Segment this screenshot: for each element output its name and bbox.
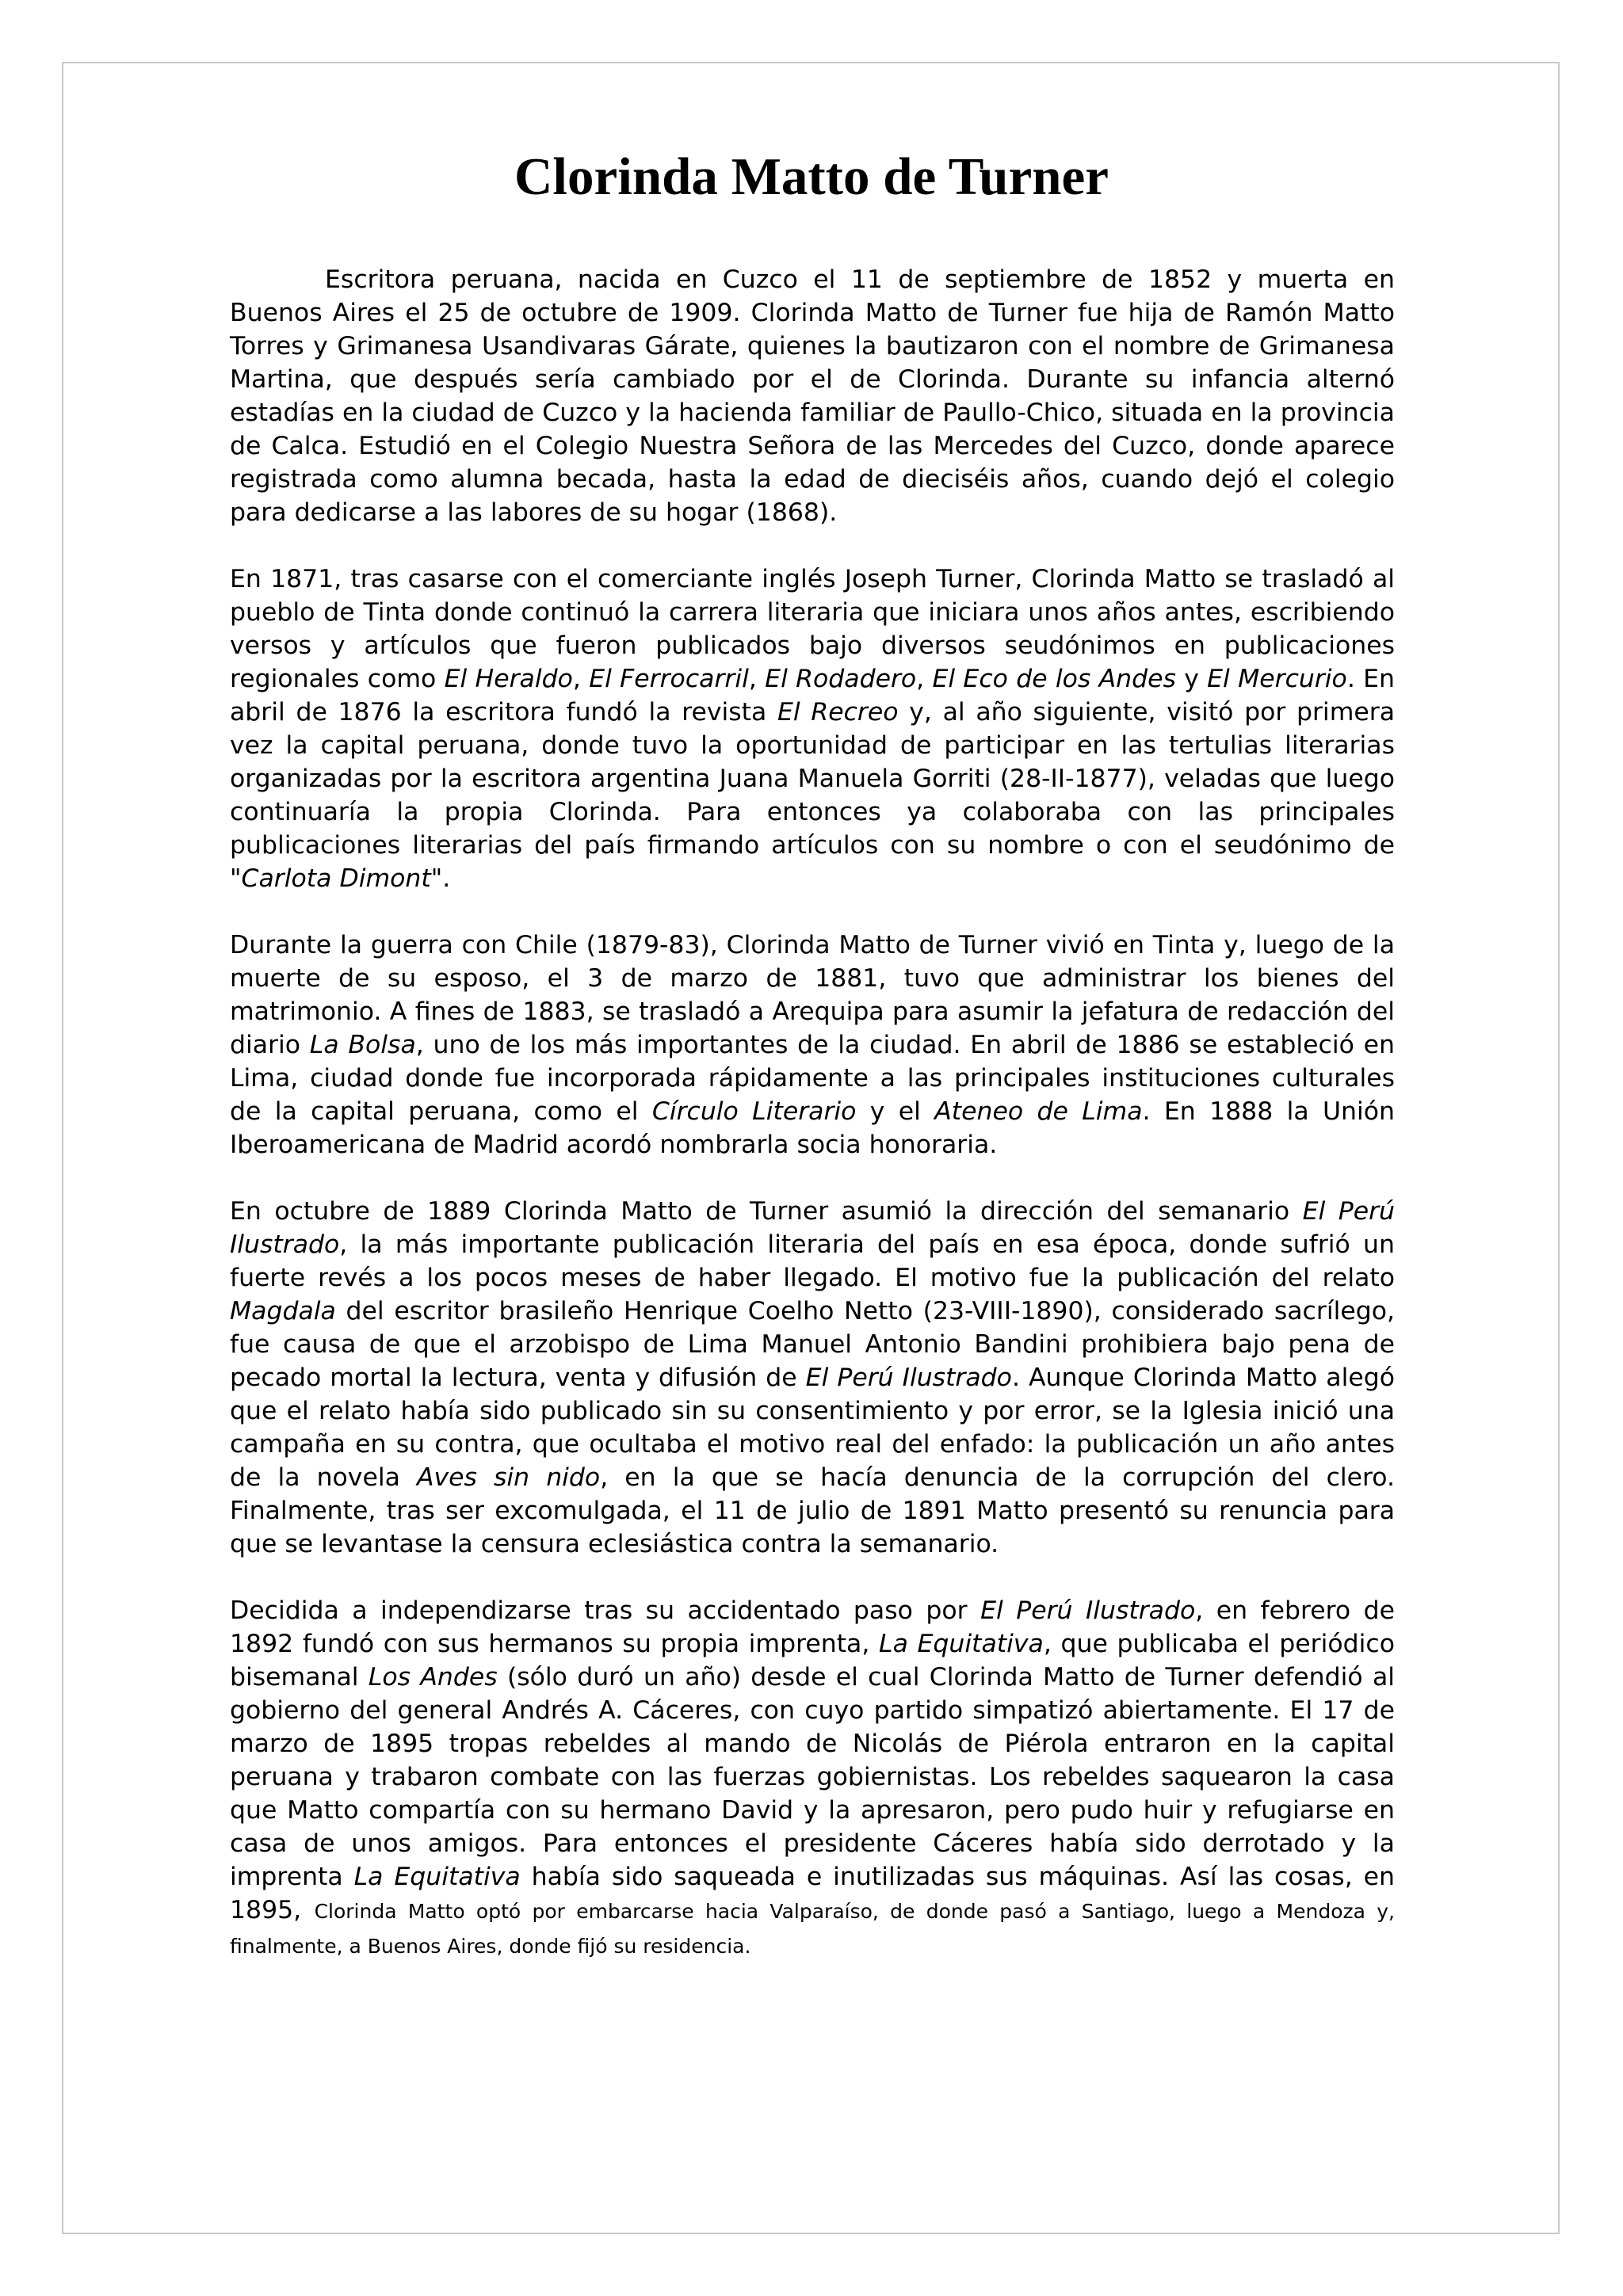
paragraph-5 bbox=[230, 1594, 1395, 1963]
text-span: y bbox=[1175, 665, 1208, 693]
document-title: Clorinda Matto de Turner bbox=[514, 147, 1109, 206]
text-span: , que publicaba el periódico bisemanal bbox=[230, 1630, 1395, 1691]
small-text-span: Clorinda Matto optó por embarcarse hacia Valparaíso, de donde pasó a Santiago, luego a Mendoza y, finalmente, a Buenos Aires, donde fijó su residencia. bbox=[230, 1900, 1395, 1958]
publication-title: El Ferrocarril bbox=[589, 665, 749, 693]
publication-title: El Rodadero bbox=[765, 665, 917, 693]
paragraph-2 bbox=[230, 563, 1395, 895]
text-span: (sólo duró un año) desde el cual Clorinda Matto de Turner defendió al gobierno del general Andrés A. Cáceres, con cuyo partido simpatizó abiertamente. El 17 de marzo de 1895 tropas rebeldes al mando de Nicolás de Piérola entraron en la capital peruana y trabaron combate con las fuerzas gobiernistas. Los rebeldes saquearon la casa que Matto compartía con su hermano David y la apresaron, pero pudo huir y refugiarse en casa de unos amigos. Para entonces el presidente Cáceres había sido derrotado y la imprenta bbox=[230, 1663, 1396, 1891]
publication-title: El Eco de los Andes bbox=[932, 665, 1176, 693]
publication-title: El Perú Ilustrado bbox=[230, 1197, 1395, 1259]
text-span: , en la que se hacía denuncia de la corrupción del clero. Finalmente, tras ser excomulgada, el 11 de julio de 1891 Matto presentó su renuncia para que se levantase la censura eclesiástica contra la semanario. bbox=[230, 1463, 1396, 1558]
paragraph-4 bbox=[230, 1195, 1395, 1561]
text-span: En octubre de 1889 Clorinda Matto de Turner asumió la dirección del semanario bbox=[230, 1197, 1303, 1226]
pseudonym: Carlota Dimont bbox=[241, 864, 431, 893]
publication-title: La Bolsa bbox=[309, 1031, 416, 1059]
text-span: En 1871, tras casarse con el comerciante inglés Joseph Turner, Clorinda Matto se trasladó al pueblo de Tinta donde continuó la carrera literaria que iniciara unos años antes, escribiendo versos y artículos que fueron publicados bajo diversos seudónimos en publicaciones regionales como bbox=[230, 565, 1395, 693]
publication-title: El Mercurio bbox=[1207, 665, 1347, 693]
publication-title: El Perú Ilustrado bbox=[805, 1363, 1012, 1392]
publication-title: El Heraldo bbox=[444, 665, 573, 693]
text-span: Durante la guerra con Chile (1879-83), Clorinda Matto de Turner vivió en Tinta y, luego de la muerte de su esposo, el 3 de marzo de 1881, tuvo que administrar los bienes del matrimonio. A fines de 1883, se trasladó a Arequipa para asumir la jefatura de redacción del diario bbox=[230, 931, 1395, 1059]
text-span: , en febrero de 1892 fundó con sus hermanos su propia imprenta, bbox=[230, 1596, 1396, 1658]
text-span: . En abril de 1876 la escritora fundó la revista bbox=[230, 665, 1396, 727]
paragraph-3 bbox=[230, 929, 1395, 1161]
paragraph-1-text: Escritora peruana, nacida en Cuzco el 11 de septiembre de 1852 y muerta en Buenos Aires el 25 de octubre de 1909. Clorinda Matto de Turner fue hija de Ramón Matto Torres y Grimanesa Usandivaras Gárate, quienes la bautizaron con el nombre de Grimanesa Martina, que después sería cambiado por el de Clorinda. Durante su infancia alternó estadías en la ciudad de Cuzco y la hacienda familiar de Paullo-Chico, situada en la provincia de Calca. Estudió en el Colegio Nuestra Señora de las Mercedes del Cuzco, donde aparece registrada como alumna becada, hasta la edad de dieciséis años, cuando dejó el colegio para dedicarse a las labores de su hogar (1868). bbox=[230, 265, 1395, 527]
publication-title: El Recreo bbox=[777, 698, 899, 727]
text-span: , bbox=[748, 665, 766, 693]
paragraph-1 bbox=[230, 263, 1395, 529]
text-span: había sido saqueada e inutilizadas sus máquinas. Así las cosas, en 1895, bbox=[230, 1863, 1396, 1924]
text-span: , bbox=[572, 665, 590, 693]
institution-name: Ateneo de Lima bbox=[934, 1097, 1143, 1126]
text-span: del escritor brasileño Henrique Coelho Netto (23-VIII-1890), considerado sacrílego, fue causa de que el arzobispo de Lima Manuel Antonio Bandini prohibiera bajo pena de pecado mortal la lectura, venta y difusión de bbox=[230, 1297, 1395, 1392]
document-body bbox=[230, 263, 1395, 1963]
institution-name: Círculo Literario bbox=[651, 1097, 857, 1126]
publication-title: La Equitativa bbox=[879, 1630, 1044, 1658]
text-span: . Aunque Clorinda Matto alegó que el relato había sido publicado sin su consentimiento y por error, se la Iglesia inició una campaña en su contra, que ocultaba el motivo real del enfado: la publicación un año antes de la novela bbox=[230, 1363, 1395, 1492]
publication-title: La Equitativa bbox=[353, 1863, 521, 1891]
text-span: Decidida a independizarse tras su accidentado paso por bbox=[230, 1596, 981, 1625]
text-span: , la más importante publicación literaria del país en esa época, donde sufrió un fuerte revés a los pocos meses de haber llegado. El motivo fue la publicación del relato bbox=[230, 1230, 1395, 1292]
text-span: , uno de los más importantes de la ciudad. En abril de 1886 se estableció en Lima, ciudad donde fue incorporada rápidamente a las principales instituciones culturales de la capital peruana, como el bbox=[230, 1031, 1396, 1126]
text-span: y, al año siguiente, visitó por primera vez la capital peruana, donde tuvo la oportunidad de participar en las tertulias literarias organizadas por la escritora argentina Juana Manuela Gorriti (28-II-1877), veladas que luego continuaría la propia Clorinda. Para entonces ya colaboraba con las principales publicaciones literarias del país firmando artículos con su nombre o con el seudónimo de " bbox=[230, 698, 1396, 893]
publication-title: Los Andes bbox=[368, 1663, 498, 1691]
text-span: ". bbox=[430, 864, 451, 893]
text-span: , bbox=[916, 665, 933, 693]
text-span: y el bbox=[856, 1097, 935, 1126]
text-span: . En 1888 la Unión Iberoamericana de Madrid acordó nombrarla socia honoraria. bbox=[230, 1097, 1395, 1159]
work-title: Magdala bbox=[230, 1297, 336, 1325]
work-title: Aves sin nido bbox=[416, 1463, 601, 1492]
publication-title: El Perú Ilustrado bbox=[980, 1596, 1196, 1625]
